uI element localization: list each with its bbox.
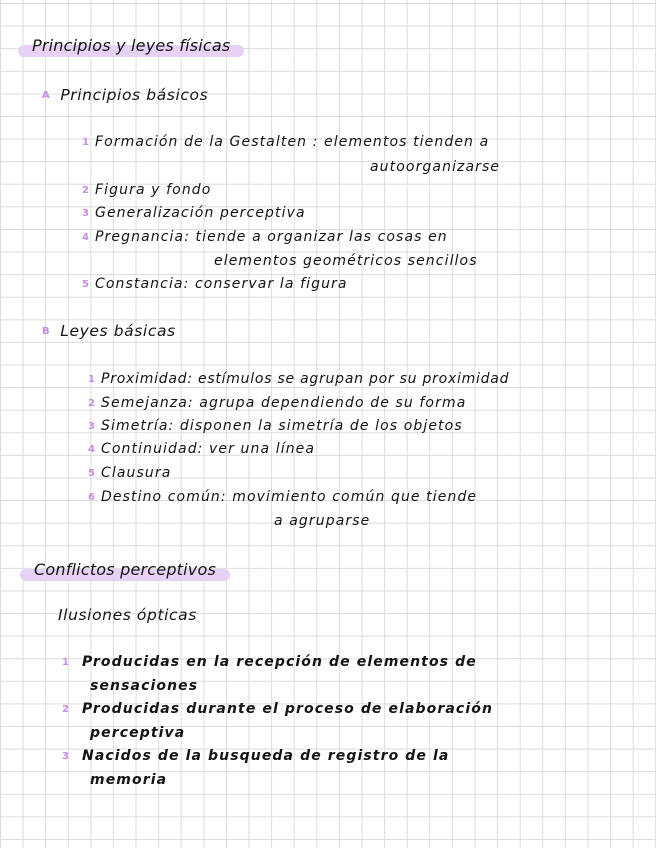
list-item: 2 Producidas durante el proceso de elaboración (62, 701, 494, 717)
list-item: 1 Producidas en la recepción de elementos de (62, 654, 477, 670)
list-item: 5 Constancia: conservar la figura (82, 276, 348, 292)
list-item: 2 Semejanza: agrupa dependiendo de su forma (88, 395, 467, 411)
list-item: 4 Pregnancia: tiende a organizar las cosas en (82, 229, 448, 245)
list-item-continuation: perceptiva (90, 725, 186, 741)
section-heading: Principios y leyes físicas (32, 36, 230, 55)
item-number: 5 (82, 279, 91, 290)
list-item-continuation: memoria (90, 772, 168, 788)
list-item-continuation: sensaciones (90, 678, 199, 694)
list-item: 3 Generalización perceptiva (82, 205, 306, 221)
subsection-marker: B (42, 326, 51, 337)
item-number: 2 (62, 704, 71, 715)
list-item-continuation: elementos geométricos sencillos (214, 253, 478, 269)
list-item: 3 Simetría: disponen la simetría de los objetos (88, 418, 463, 434)
item-number: 1 (82, 137, 91, 148)
list-item-continuation: autoorganizarse (370, 159, 501, 175)
item-number: 4 (88, 444, 97, 455)
item-number: 4 (82, 232, 91, 243)
subsection-title: B Leyes básicas (42, 322, 176, 340)
list-item: 1 Formación de la Gestalten : elementos tienden a (82, 134, 490, 150)
list-item: 6 Destino común: movimiento común que tiende (88, 489, 478, 505)
item-number: 1 (62, 657, 71, 668)
list-item: 2 Figura y fondo (82, 182, 212, 198)
list-item: 5 Clausura (88, 465, 172, 481)
item-number: 2 (82, 185, 91, 196)
subsection-marker: A (42, 90, 51, 101)
list-item: 1 Proximidad: estímulos se agrupan por su proximidad (88, 371, 510, 387)
item-number: 3 (88, 421, 97, 432)
item-number: 5 (88, 468, 97, 479)
list-item-continuation: a agruparse (274, 513, 371, 529)
list-item: 3 Nacidos de la busqueda de registro de la (62, 748, 450, 764)
list-item: 4 Continuidad: ver una línea (88, 441, 316, 457)
subsection-title: Ilusiones ópticas (58, 606, 197, 624)
item-number: 2 (88, 398, 97, 409)
item-number: 1 (88, 374, 96, 385)
item-number: 3 (62, 751, 71, 762)
subsection-title: A Principios básicos (42, 86, 209, 104)
item-number: 6 (88, 492, 97, 503)
section-heading: Conflictos perceptivos (34, 560, 216, 579)
item-number: 3 (82, 208, 91, 219)
